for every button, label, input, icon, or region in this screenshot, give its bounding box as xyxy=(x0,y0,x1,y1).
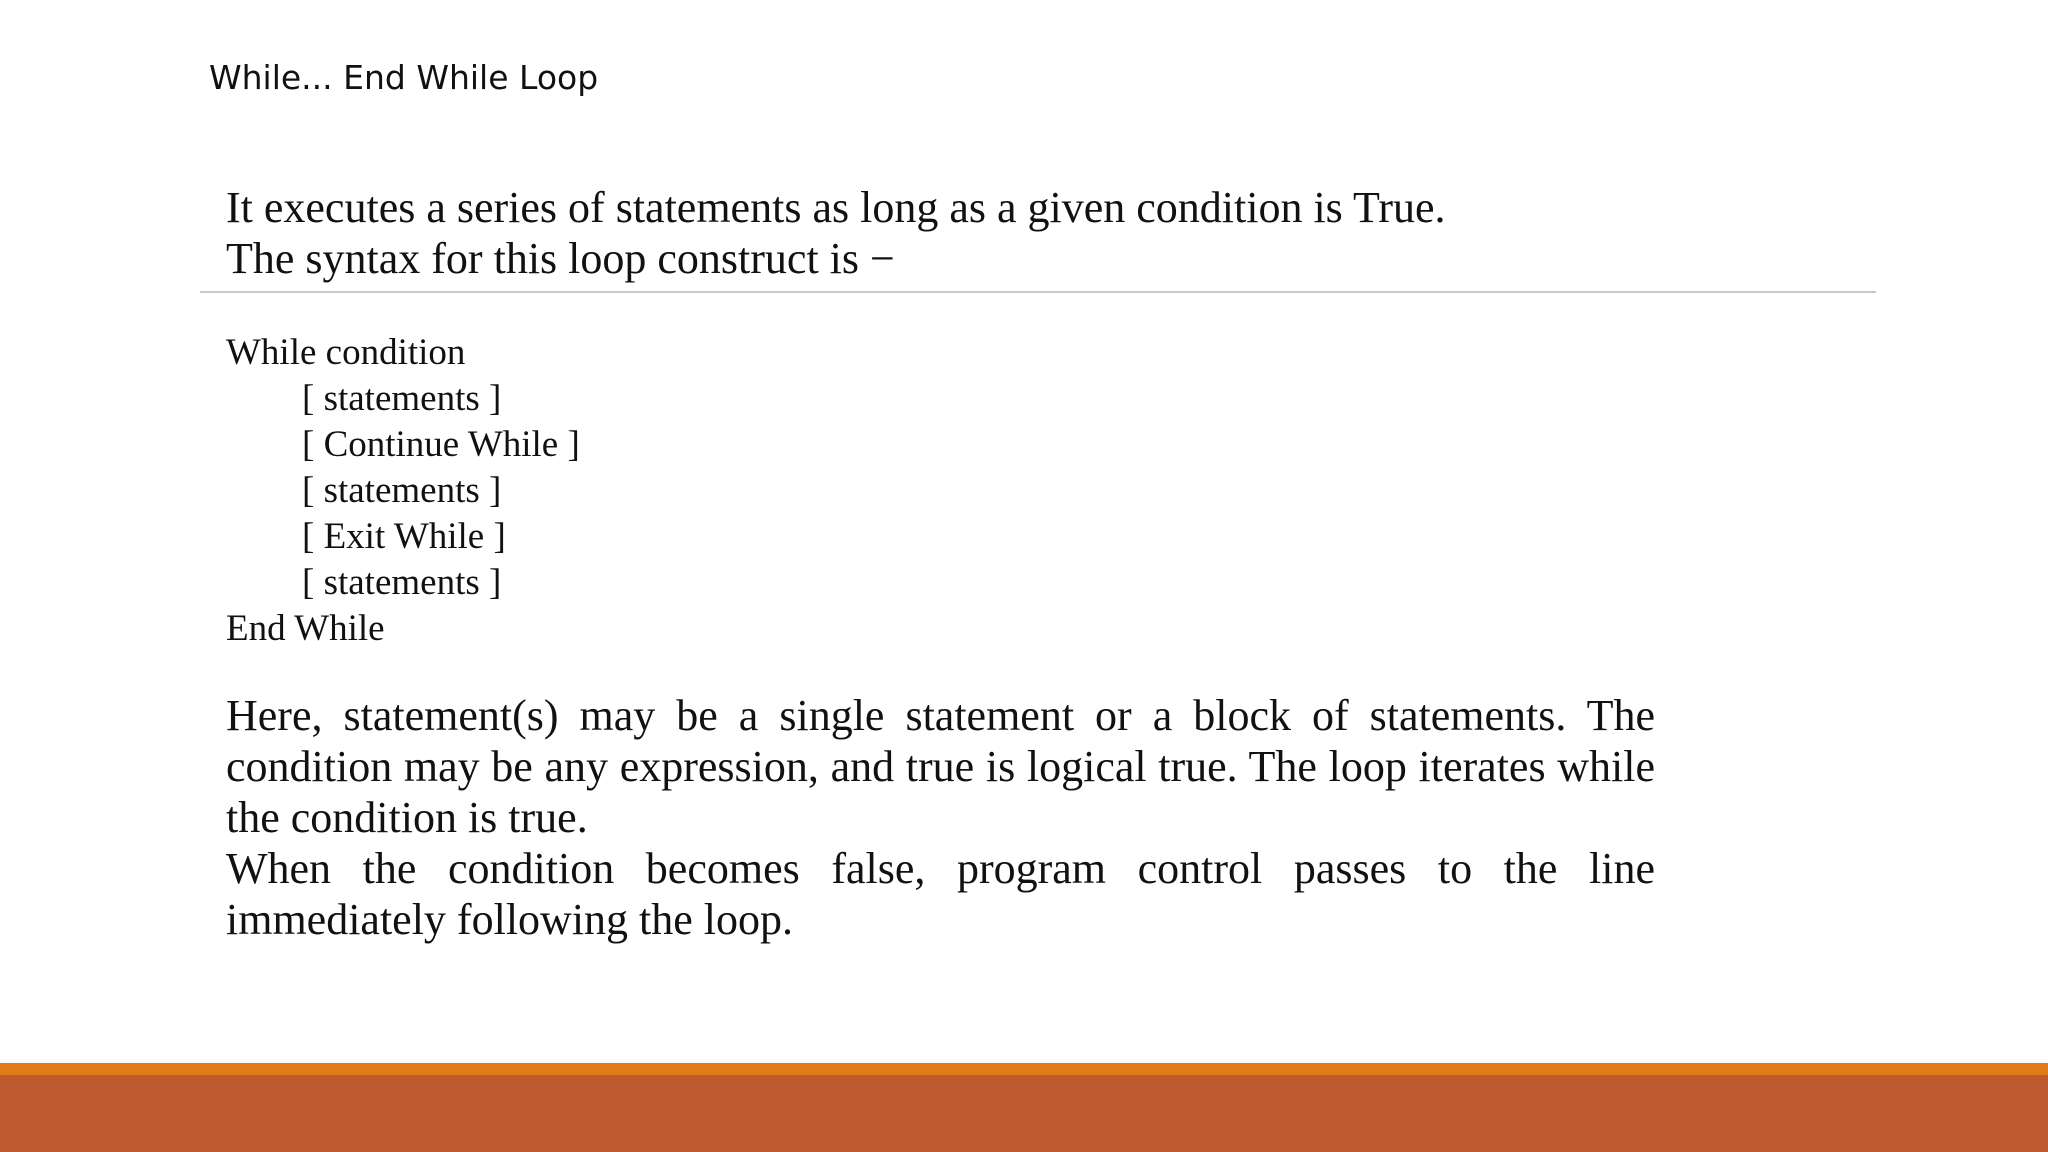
syntax-line: [ Exit While ] xyxy=(302,516,506,557)
slide-title: While... End While Loop xyxy=(209,58,599,97)
intro-line: It executes a series of statements as long as a given condition is True. xyxy=(226,183,1446,232)
syntax-line: [ statements ] xyxy=(302,562,502,603)
syntax-line: [ statements ] xyxy=(302,378,502,419)
syntax-line: While condition xyxy=(226,332,466,373)
divider xyxy=(200,291,1876,293)
syntax-block xyxy=(226,330,580,652)
footer-band xyxy=(0,1075,2048,1152)
intro-line: The syntax for this loop construct is − xyxy=(226,234,895,283)
syntax-line: [ Continue While ] xyxy=(302,424,580,465)
syntax-line: End While xyxy=(226,608,385,649)
explanation-paragraph: When the condition becomes false, program control passes to the line immediately following the loop. xyxy=(226,844,1655,944)
footer-accent-bar xyxy=(0,1063,2048,1075)
explanation-text xyxy=(226,690,1655,945)
intro-text xyxy=(226,182,1446,284)
explanation-paragraph: Here, statement(s) may be a single statement or a block of statements. The condition may be any expression, and true is logical true. The loop iterates while the condition is true. xyxy=(226,691,1655,842)
syntax-line: [ statements ] xyxy=(302,470,502,511)
